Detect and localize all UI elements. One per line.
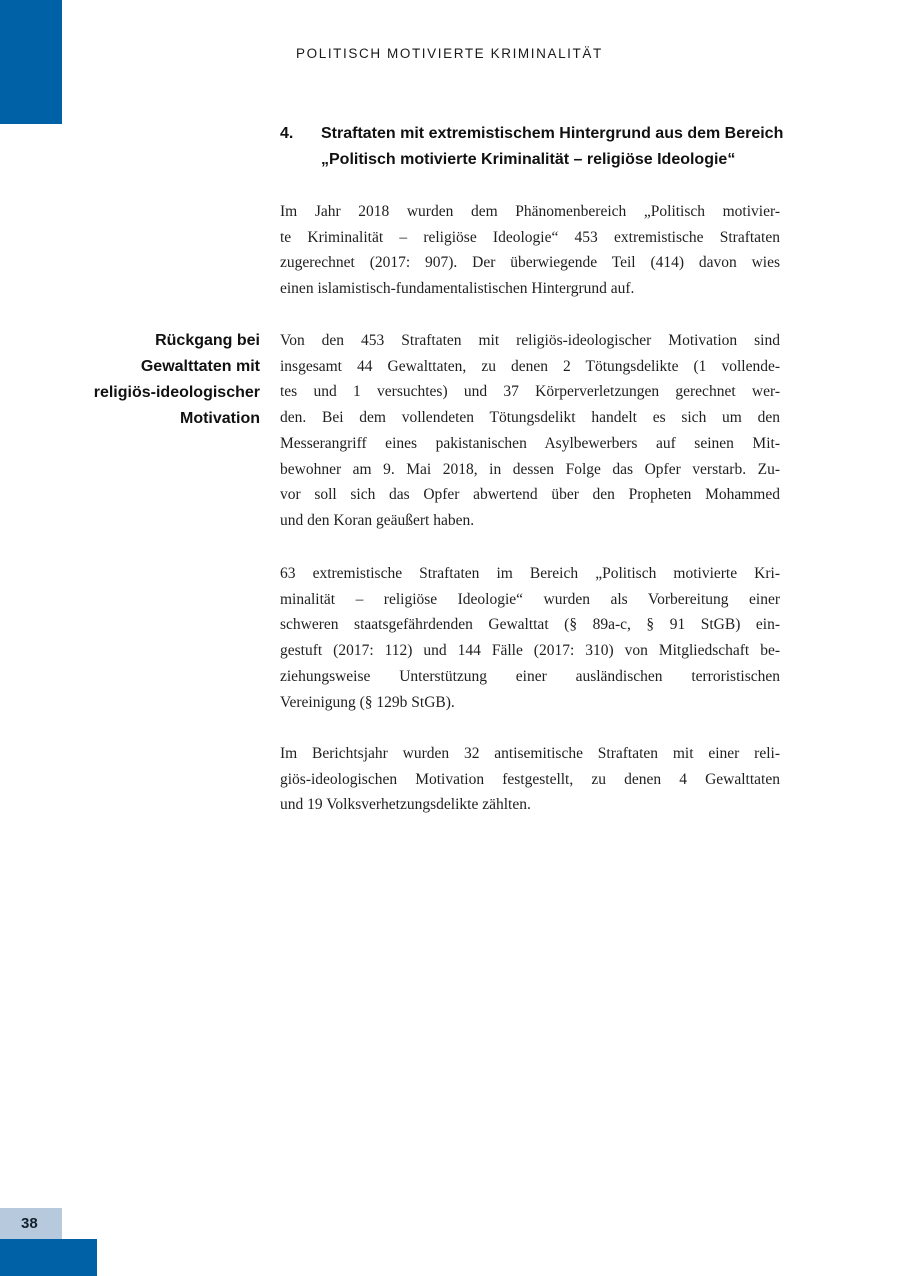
paragraph-4: Im Berichtsjahr wurden 32 antisemitische Straftaten mit einer reli- giös-ideologischen Motivation festgestellt, zu denen 4 Gewalttaten und 19 Volksverhetzungsdelikte zählten. [280,745,780,814]
paragraph-3: 63 extremistische Straftaten im Bereich „Politisch motivierte Kri- minalität – religiöse Ideologie“ wurden als Vorbereitung einer schweren staatsgefährdenden Gewalttat (§ 89a-c, § 91 StGB) ein- gestuft (2017: 112) und 144 Fälle (2017: 310) von Mitgliedschaft be- ziehungsweise Unterstützung einer ausländischen terroristischen Vereinigung (§ 129b StGB). [280,565,780,711]
footer-accent-block [0,1239,97,1276]
paragraph-2: Von den 453 Straftaten mit religiös-ideologischer Motivation sind insgesamt 44 Gewalttaten, zu denen 2 Tötungsdelikte (1 vollende- tes und 1 versuchtes) und 37 Körperverletzungen gerechnet wer- den. Bei dem vollendeten Tötungsdelikt handelt es sich um den Messerangriff eines pakistanischen Asylbewerbers auf seinen Mit- bewohner am 9. Mai 2018, in dessen Folge das Opfer verstarb. Zu- vor soll sich das Opfer abwertend über den Propheten Mohammed und den Koran geäußert haben. [280,332,780,529]
section-title: Straftaten mit extremistischem Hintergrund aus dem Bereich „Politisch motivierte Kriminalität – religiöse Ideologie“ [321,125,784,168]
paragraph-1: Im Jahr 2018 wurden dem Phänomenbereich „Politisch motivier- te Kriminalität – religiöse Ideologie“ 453 extremistische Straftaten zugerechnet (2017: 907). Der überwiegende Teil (414) davon wies einen islamistisch-fundamentalistischen Hintergrund auf. [280,203,780,298]
section-heading [280,121,790,173]
corner-accent-block [0,0,62,124]
running-header: POLITISCH MOTIVIERTE KRIMINALITÄT [296,46,603,61]
page-number-box [0,1208,62,1239]
section-number: 4. [280,125,294,142]
page-number: 38 [21,1215,38,1232]
margin-note: Rückgang bei Gewalttaten mit religiös-ideologischer Motivation [93,332,260,427]
